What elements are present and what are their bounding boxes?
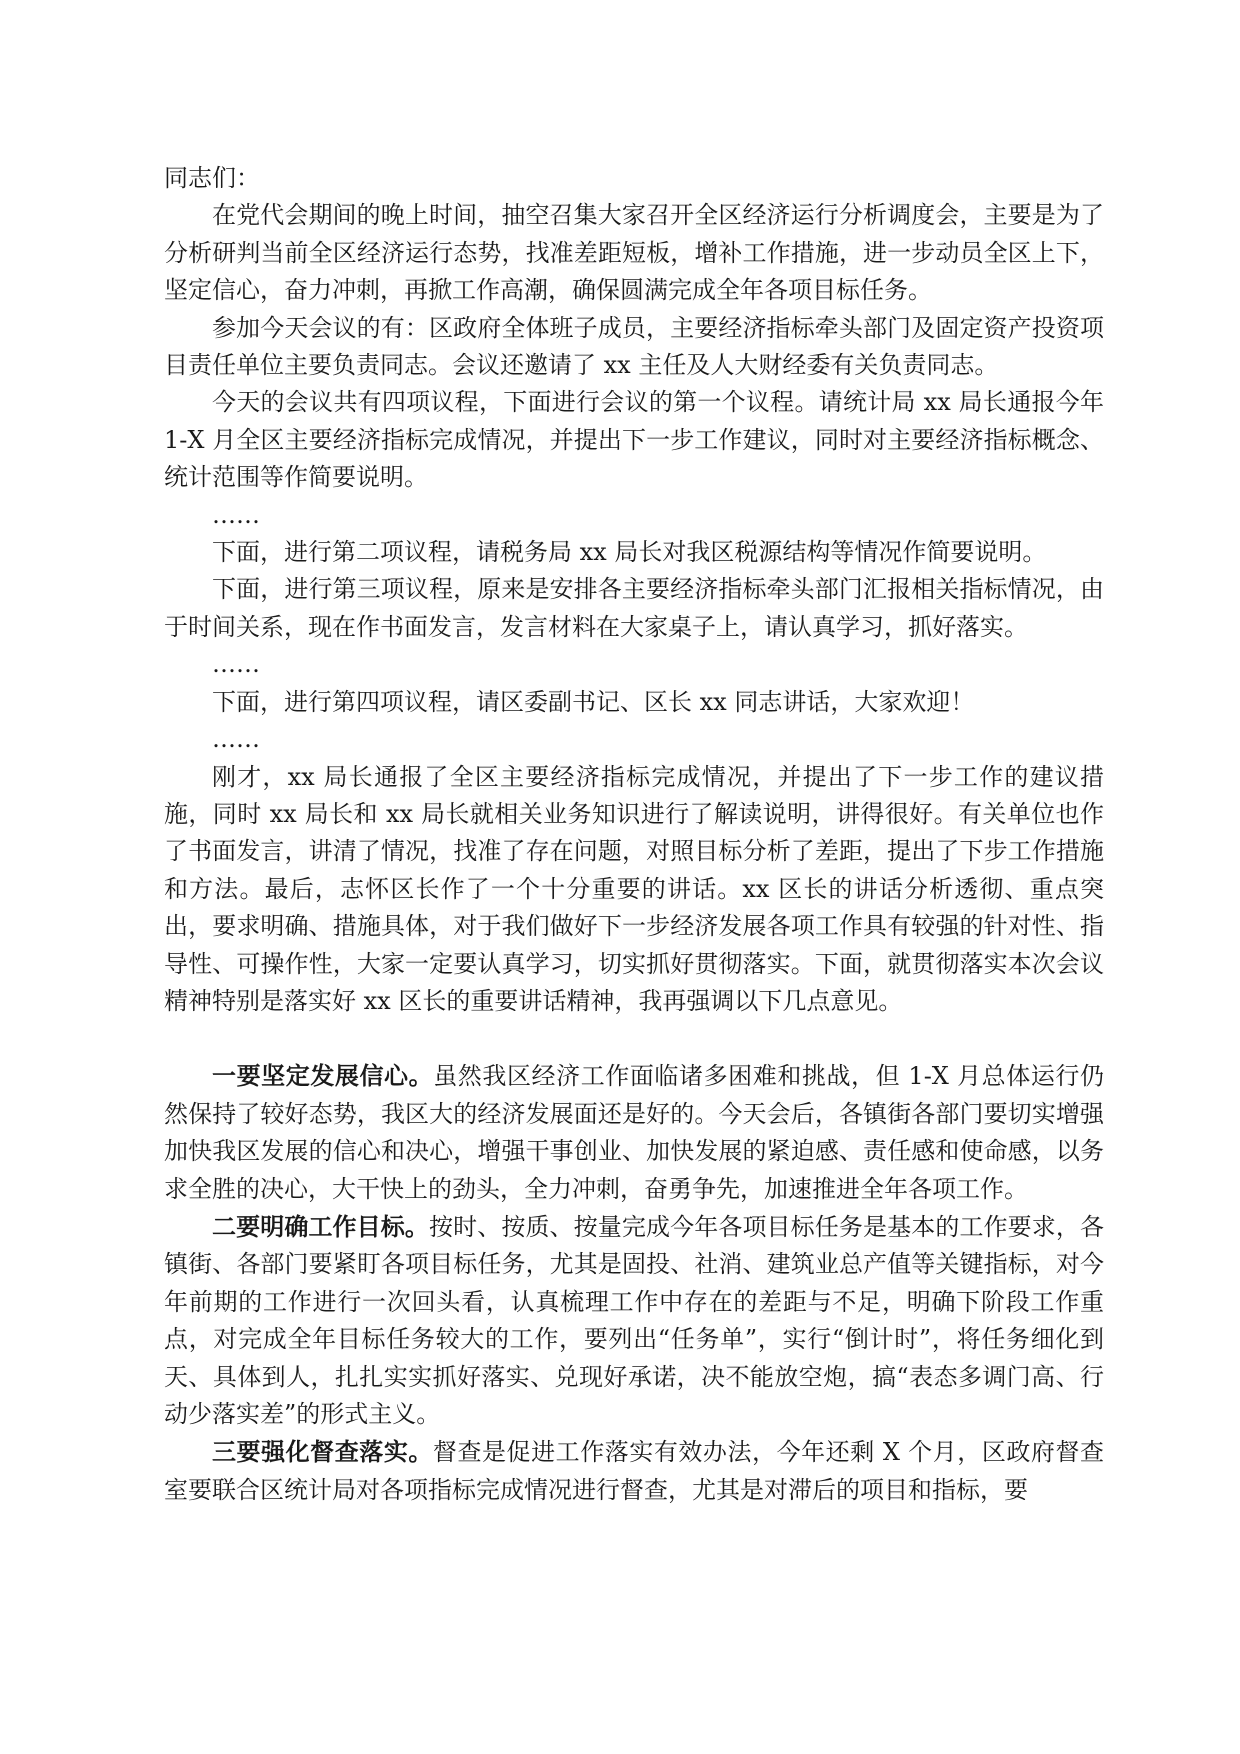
- attendees-paragraph: 参加今天会议的有：区政府全体班子成员，主要经济指标牵头部门及固定资产投资项目责任单位主要负责同志。会议还邀请了 xx 主任及人大财经委有关负责同志。: [164, 313, 1104, 380]
- ellipsis: ……: [212, 725, 260, 754]
- point-1-paragraph: [164, 1057, 1104, 1208]
- agenda-item-3-paragraph: 下面，进行第三项议程，原来是安排各主要经济指标牵头部门汇报相关指标情况，由于时间关系，现在作书面发言，发言材料在大家桌子上，请认真学习，抓好落实。: [164, 575, 1104, 641]
- point-2-paragraph: [164, 1208, 1104, 1433]
- paragraph-gap: [164, 1020, 1104, 1057]
- agenda-item-4-paragraph: 下面，进行第四项议程，请区委副书记、区长 xx 同志讲话，大家欢迎！: [212, 687, 975, 716]
- document-page: [164, 160, 1104, 1509]
- point-2-text: 按时、按质、按量完成今年各项目标任务是基本的工作要求，各镇街、各部门要紧盯各项目标任务，尤其是固投、社消、建筑业总产值等关键指标，对今年前期的工作进行一次回头看，认真梳理工作中存在的差距与不足，明确下阶段工作重点，对完成全年目标任务较大的工作，要列出“任务单”，实行“倒计时”，将任务细化到天、具体到人，扎扎实实抓好落实、兑现好承诺，决不能放空炮，搞“表态多调门高、行动少落实差”的形式主义。: [164, 1212, 1104, 1428]
- ellipsis: ……: [212, 650, 260, 679]
- point-3-heading: 三要强化督查落实。: [212, 1437, 433, 1467]
- agenda-item-2-paragraph: 下面，进行第二项议程，请税务局 xx 局长对我区税源结构等情况作简要说明。: [212, 538, 1047, 567]
- point-3-paragraph: [164, 1433, 1104, 1509]
- point-1-heading: 一要坚定发展信心。: [212, 1061, 434, 1091]
- agenda-item-1-paragraph: 今天的会议共有四项议程，下面进行会议的第一个议程。请统计局 xx 局长通报今年 1-X 月全区主要经济指标完成情况，并提出下一步工作建议，同时对主要经济指标概念、统计范围等作简要说明。: [164, 388, 1104, 492]
- summary-paragraph: 刚才，xx 局长通报了全区主要经济指标完成情况，并提出了下一步工作的建议措施，同时 xx 局长和 xx 局长就相关业务知识进行了解读说明，讲得很好。有关单位也作了书面发言，讲清了情况，找准了存在问题，对照目标分析了差距，提出了下步工作措施和方法。最后，志怀区长作了一个十分重要的讲话。xx 区长的讲话分析透彻、重点突出，要求明确、措施具体，对于我们做好下一步经济发展各项工作具有较强的针对性、指导性、可操作性，大家一定要认真学习，切实抓好贯彻落实。下面，就贯彻落实本次会议精神特别是落实好 xx 区长的重要讲话精神，我再强调以下几点意见。: [164, 762, 1104, 1015]
- opening-paragraph: 在党代会期间的晚上时间，抽空召集大家召开全区经济运行分析调度会，主要是为了分析研判当前全区经济运行态势，找准差距短板，增补工作措施，进一步动员全区上下，坚定信心，奋力冲刺，再掀工作高潮，确保圆满完成全年各项目标任务。: [164, 201, 1104, 305]
- ellipsis: ……: [212, 500, 260, 529]
- point-3-text: 督查是促进工作落实有效办法，今年还剩 X 个月，区政府督查室要联合区统计局对各项指标完成情况进行督查，尤其是对滞后的项目和指标，要: [164, 1438, 1105, 1504]
- point-2-heading: 二要明确工作目标。: [212, 1211, 429, 1241]
- salutation: 同志们：: [164, 164, 260, 192]
- point-1-text: 虽然我区经济工作面临诸多困难和挑战，但 1-X 月总体运行仍然保持了较好态势，我区大的经济发展面还是好的。今天会后，各镇街各部门要切实增强加快我区发展的信心和决心，增强干事创业、加快发展的紧迫感、责任感和使命感，以务求全胜的决心，大干快上的劲头，全力冲刺，奋勇争先，加速推进全年各项工作。: [164, 1062, 1104, 1203]
